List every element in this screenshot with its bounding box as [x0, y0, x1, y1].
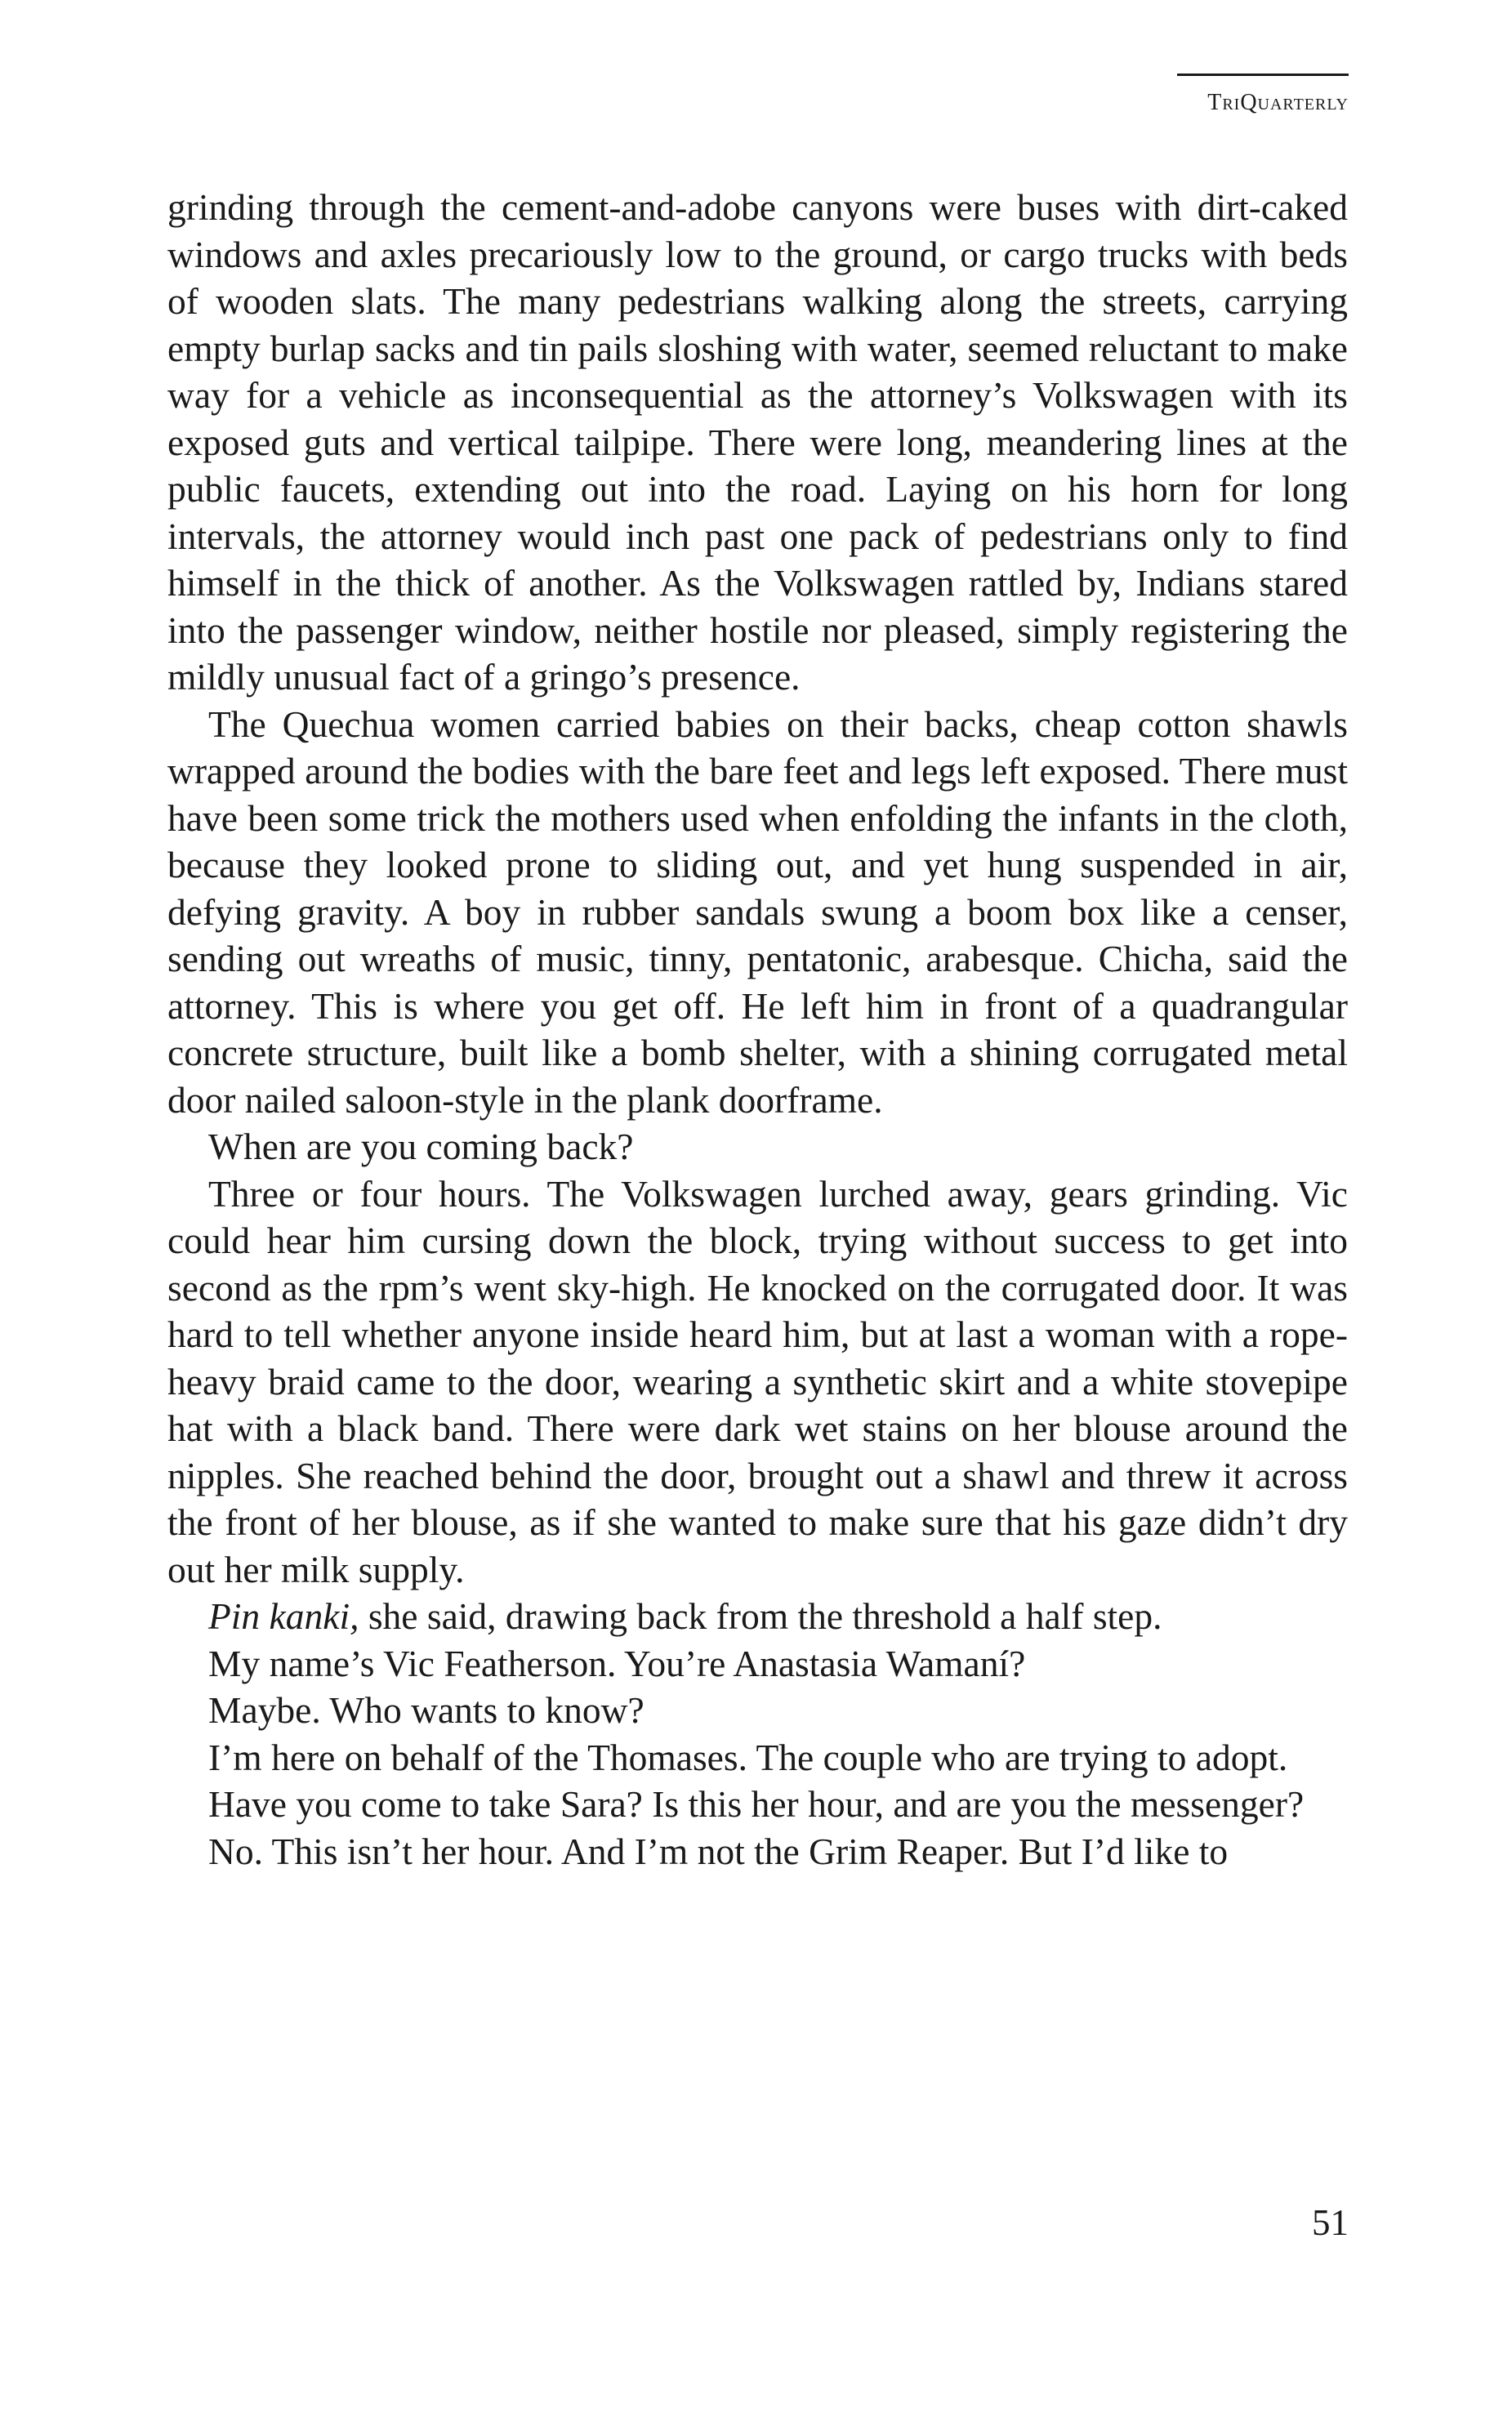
journal-title: TriQuarterly [1207, 90, 1349, 115]
foreign-phrase: Pin kanki, [208, 1595, 359, 1637]
page-number: 51 [1312, 2202, 1349, 2243]
body-text [167, 184, 1348, 1875]
paragraph-10: No. This isn’t her hour. And I’m not the Grim Reaper. But I’d like to [208, 1830, 1229, 1872]
paragraph-5 [167, 1593, 1348, 1640]
paragraph-7: Maybe. Who wants to know? [208, 1689, 644, 1731]
paragraph-1: grinding through the cement-and-adobe canyons were buses with dirt-caked windows and axles precariously low to the ground, or cargo trucks with beds of wooden slats. The many pedestrians walking along the streets, carrying empty burlap sacks and tin pails sloshing with water, seemed reluctant to make way for a vehicle as inconsequential as the attorney’s Volkswagen with its exposed guts and vertical tailpipe. There were long, meandering lines at the public faucets, extending out into the road. Laying on his horn for long intervals, the attorney would inch past one pack of pedestrians only to find himself in the thick of another. As the Volkswagen rattled by, Indians stared into the passenger window, neither hostile nor pleased, simply registering the mildly unusual fact of a gringo’s presence. [167, 186, 1348, 698]
header-rule [1177, 74, 1349, 76]
paragraph-9: Have you come to take Sara? Is this her hour, and are you the messenger? [208, 1783, 1305, 1825]
paragraph-5-rest: she said, drawing back from the threshold a half step. [359, 1595, 1162, 1637]
running-head [1207, 78, 1349, 116]
paragraph-4: Three or four hours. The Volkswagen lurched away, gears grinding. Vic could hear him cursing down the block, trying without success to get into second as the rpm’s went sky-high. He knocked on the corrugated door. It was hard to tell whether anyone inside heard him, but at last a woman with a rope-heavy braid came to the door, wearing a synthetic skirt and a white stovepipe hat with a black band. There were dark wet stains on her blouse around the nipples. She reached behind the door, brought out a shawl and threw it across the front of her blouse, as if she wanted to make sure that his gaze didn’t dry out her milk supply. [167, 1172, 1348, 1590]
paragraph-6: My name’s Vic Featherson. You’re Anastasia Wamaní? [208, 1642, 1026, 1684]
paragraph-2: The Quechua women carried babies on their backs, cheap cotton shawls wrapped around the bodies with the bare feet and legs left exposed. There must have been some trick the mothers used when enfolding the infants in the cloth, because they looked prone to sliding out, and yet hung suspended in air, defying gravity. A boy in rubber sandals swung a boom box like a censer, sending out wreaths of music, tinny, pentatonic, arabesque. Chicha, said the attorney. This is where you get off. He left him in front of a quadrangular concrete structure, built like a bomb shelter, with a shining corrugated metal door nailed saloon-style in the plank doorframe. [167, 702, 1348, 1121]
paragraph-3: When are you coming back? [208, 1126, 634, 1167]
paragraph-8: I’m here on behalf of the Thomases. The couple who are trying to adopt. [208, 1736, 1288, 1778]
